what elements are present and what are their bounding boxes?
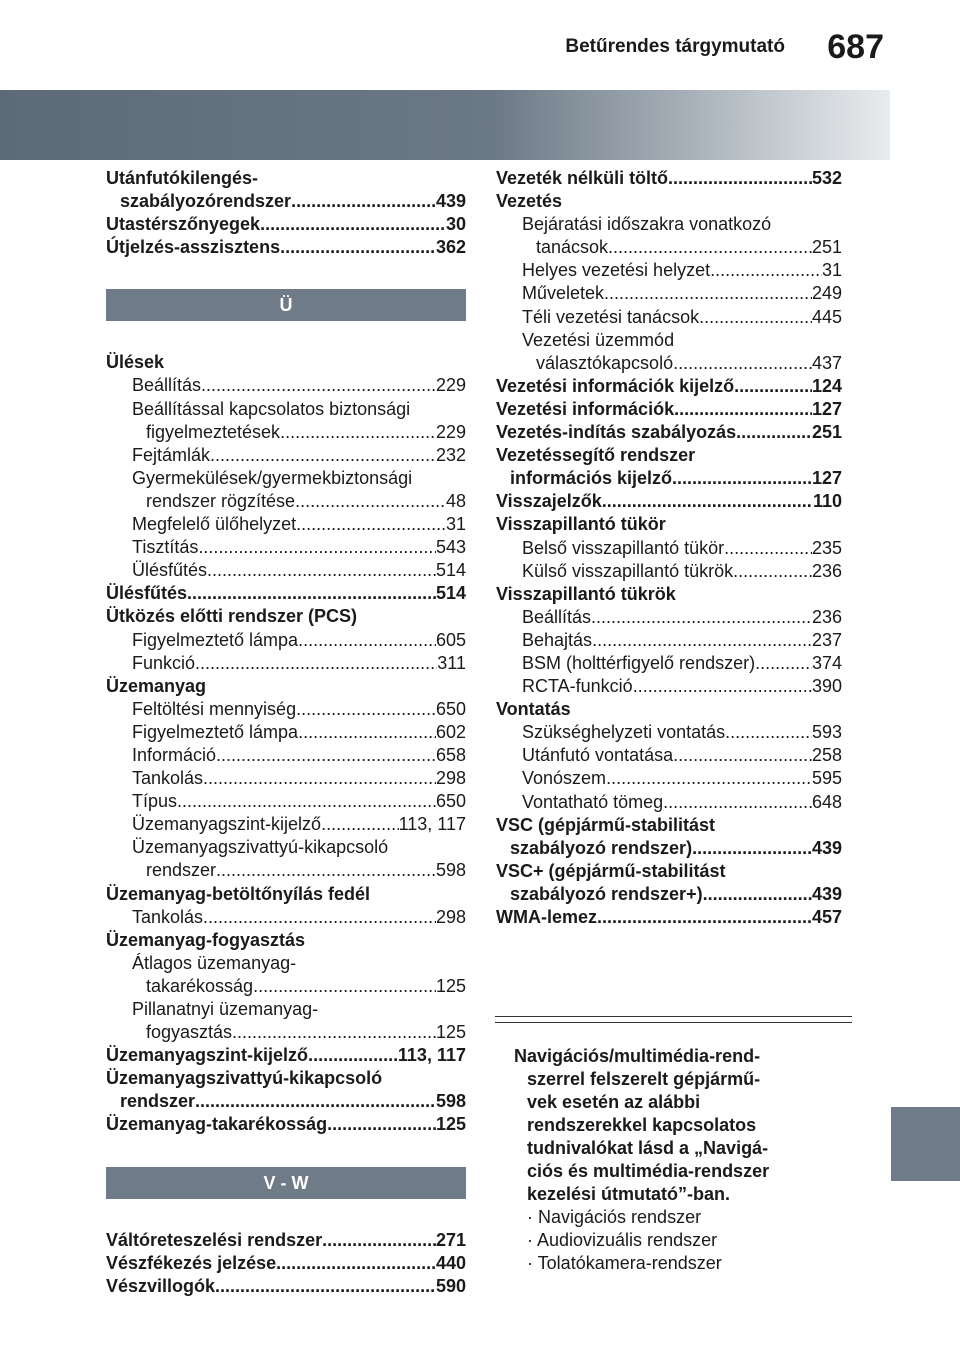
note-line: szerrel felszerelt gépjármű- <box>527 1069 761 1089</box>
navigation-note <box>514 1045 854 1275</box>
index-entry: Vezeték nélküli töltő ..... 532 <box>496 167 842 190</box>
note-line: rendszerekkel kapcsolatos <box>527 1115 757 1135</box>
page-number: 687 <box>827 28 884 66</box>
index-entry: szabályozórendszer ..... 439 <box>106 190 466 213</box>
index-subentry: Figyelmeztető lámpa ..... 605 <box>106 629 466 652</box>
index-subentry: Átlagos üzemanyag- <box>132 952 297 973</box>
note-text <box>514 1045 854 1206</box>
index-subentry: Üzemanyagszivattyú-kikapcsoló <box>132 837 389 858</box>
index-subentry: Műveletek ..... 249 <box>496 282 842 305</box>
index-subentry: Üzemanyagszint-kijelző ..... 113, 117 <box>106 813 466 836</box>
section-header-vw: V - W <box>106 1167 466 1199</box>
index-heading: Visszapillantó tükrök <box>496 583 676 604</box>
index-subentry: Pillanatnyi üzemanyag- <box>132 999 319 1019</box>
index-subentry: Információ ..... 658 <box>106 744 466 767</box>
index-subentry: Vontatható tömeg ..... 648 <box>496 791 842 814</box>
index-subentry: rendszer ..... 598 <box>106 859 466 882</box>
index-heading: Visszapillantó tükör <box>496 514 666 535</box>
index-subentry: Helyes vezetési helyzet ..... 31 <box>496 259 842 282</box>
index-subentry: rendszer rögzítése ..... 48 <box>106 490 466 513</box>
index-subentry: tanácsok ..... 251 <box>496 236 842 259</box>
index-subentry: Belső visszapillantó tükör ..... 235 <box>496 537 842 560</box>
index-subentry: Vonószem ..... 595 <box>496 767 842 790</box>
index-column-left <box>106 167 466 1298</box>
note-list-item: · Tolatókamera-rendszer <box>527 1253 722 1273</box>
chapter-thumb-tab <box>891 1107 960 1181</box>
index-subentry: Beállítás ..... 229 <box>106 374 466 397</box>
index-subentry: Fejtámlák ..... 232 <box>106 444 466 467</box>
section-header-u: Ü <box>106 289 466 321</box>
index-heading: Ütközés előtti rendszer (PCS) <box>106 606 358 627</box>
index-subentry: Behajtás ..... 237 <box>496 629 842 652</box>
index-subentry: Vezetési üzemmód <box>522 329 675 350</box>
index-subentry: választókapcsoló ..... 437 <box>496 352 842 375</box>
note-rule-bottom <box>495 1022 852 1023</box>
index-subentry: Gyermekülések/gyermekbiztonsági <box>132 467 413 488</box>
index-subentry: Beállítás ..... 236 <box>496 606 842 629</box>
index-subentry: Ülésfűtés ..... 514 <box>106 559 466 582</box>
index-entry: Vezetés-indítás szabályozás ..... 251 <box>496 421 842 444</box>
header-banner <box>0 90 890 160</box>
index-subentry: fogyasztás ..... 125 <box>106 1021 466 1044</box>
running-header-title: Betűrendes tárgymutató <box>565 36 785 57</box>
index-entry: Üzemanyagszint-kijelző ..... 113, 117 <box>106 1044 466 1067</box>
index-subentry: figyelmeztetések ..... 229 <box>106 421 466 444</box>
index-entry: rendszer ..... 598 <box>106 1090 466 1113</box>
index-subentry: Bejáratási időszakra vonatkozó <box>522 214 772 235</box>
index-entry: Vezetési információk ..... 127 <box>496 398 842 421</box>
note-line: kezelési útmutató”-ban. <box>527 1184 731 1204</box>
index-entry: VSC+ (gépjármű-stabilitást <box>496 860 726 881</box>
index-subentry: Tankolás ..... 298 <box>106 906 466 929</box>
index-subentry: Feltöltési mennyiség ..... 650 <box>106 698 466 721</box>
index-entry: Vezetési információk kijelző ..... 124 <box>496 375 842 398</box>
index-subentry: Beállítással kapcsolatos biztonsági <box>132 398 411 419</box>
note-line: vek esetén az alábbi <box>527 1092 701 1112</box>
index-entry: szabályozó rendszer) ..... 439 <box>496 837 842 860</box>
index-entry: Útjelzés-asszisztens ..... 362 <box>106 236 466 259</box>
index-heading: Üzemanyag <box>106 675 207 696</box>
index-subentry: Külső visszapillantó tükrök ..... 236 <box>496 560 842 583</box>
index-heading: Vontatás <box>496 699 571 720</box>
note-line: Navigációs/multimédia-rend- <box>514 1046 761 1066</box>
index-subentry: RCTA-funkció ..... 390 <box>496 675 842 698</box>
index-entry: Vészvillogók ..... 590 <box>106 1275 466 1298</box>
index-entry: WMA-lemez ..... 457 <box>496 906 842 929</box>
index-subentry: BSM (holttérfigyelő rendszer) ..... 374 <box>496 652 842 675</box>
index-subentry: Utánfutó vontatása ..... 258 <box>496 744 842 767</box>
index-heading: Üzemanyag-betöltőnyílás fedél <box>106 883 371 904</box>
index-subentry: takarékosság ..... 125 <box>106 975 466 998</box>
index-column-right <box>496 167 842 929</box>
index-subentry: Típus ..... 650 <box>106 790 466 813</box>
index-entry: VSC (gépjármű-stabilitást <box>496 814 716 835</box>
index-entry: szabályozó rendszer+) ..... 439 <box>496 883 842 906</box>
note-list-item: · Navigációs rendszer <box>527 1207 702 1227</box>
index-entry: Utánfutókilengés- <box>106 168 259 188</box>
index-heading: Vezetés <box>496 191 563 212</box>
index-subentry: Megfelelő ülőhelyzet ..... 31 <box>106 513 466 536</box>
note-rule-top <box>495 1016 852 1017</box>
index-subentry: Tankolás ..... 298 <box>106 767 466 790</box>
index-entry: Visszajelzők ..... 110 <box>496 490 842 513</box>
index-subentry: Szükséghelyzeti vontatás ..... 593 <box>496 721 842 744</box>
index-entry: Vészfékezés jelzése ..... 440 <box>106 1252 466 1275</box>
index-entry: információs kijelző ..... 127 <box>496 467 842 490</box>
index-entry: Vezetéssegítő rendszer <box>496 445 696 466</box>
index-heading: Ülések <box>106 352 165 373</box>
index-subentry: Tisztítás ..... 543 <box>106 536 466 559</box>
index-subentry: Funkció ..... 311 <box>106 652 466 675</box>
index-heading: Üzemanyag-fogyasztás <box>106 929 306 950</box>
index-entry: Utastérszőnyegek ..... 30 <box>106 213 466 236</box>
note-list-item: · Audiovizuális rendszer <box>527 1230 718 1250</box>
index-entry: Üzemanyag-takarékosság ..... 125 <box>106 1113 466 1136</box>
index-entry: Üzemanyagszivattyú-kikapcsoló <box>106 1068 383 1089</box>
note-line: ciós és multimédia-rendszer <box>527 1161 770 1181</box>
note-line: tudnivalókat lásd a „Navigá- <box>527 1138 769 1158</box>
index-entry: Ülésfűtés ..... 514 <box>106 582 466 605</box>
index-subentry: Figyelmeztető lámpa ..... 602 <box>106 721 466 744</box>
index-subentry: Téli vezetési tanácsok ..... 445 <box>496 306 842 329</box>
index-entry: Váltóreteszelési rendszer ..... 271 <box>106 1229 466 1252</box>
